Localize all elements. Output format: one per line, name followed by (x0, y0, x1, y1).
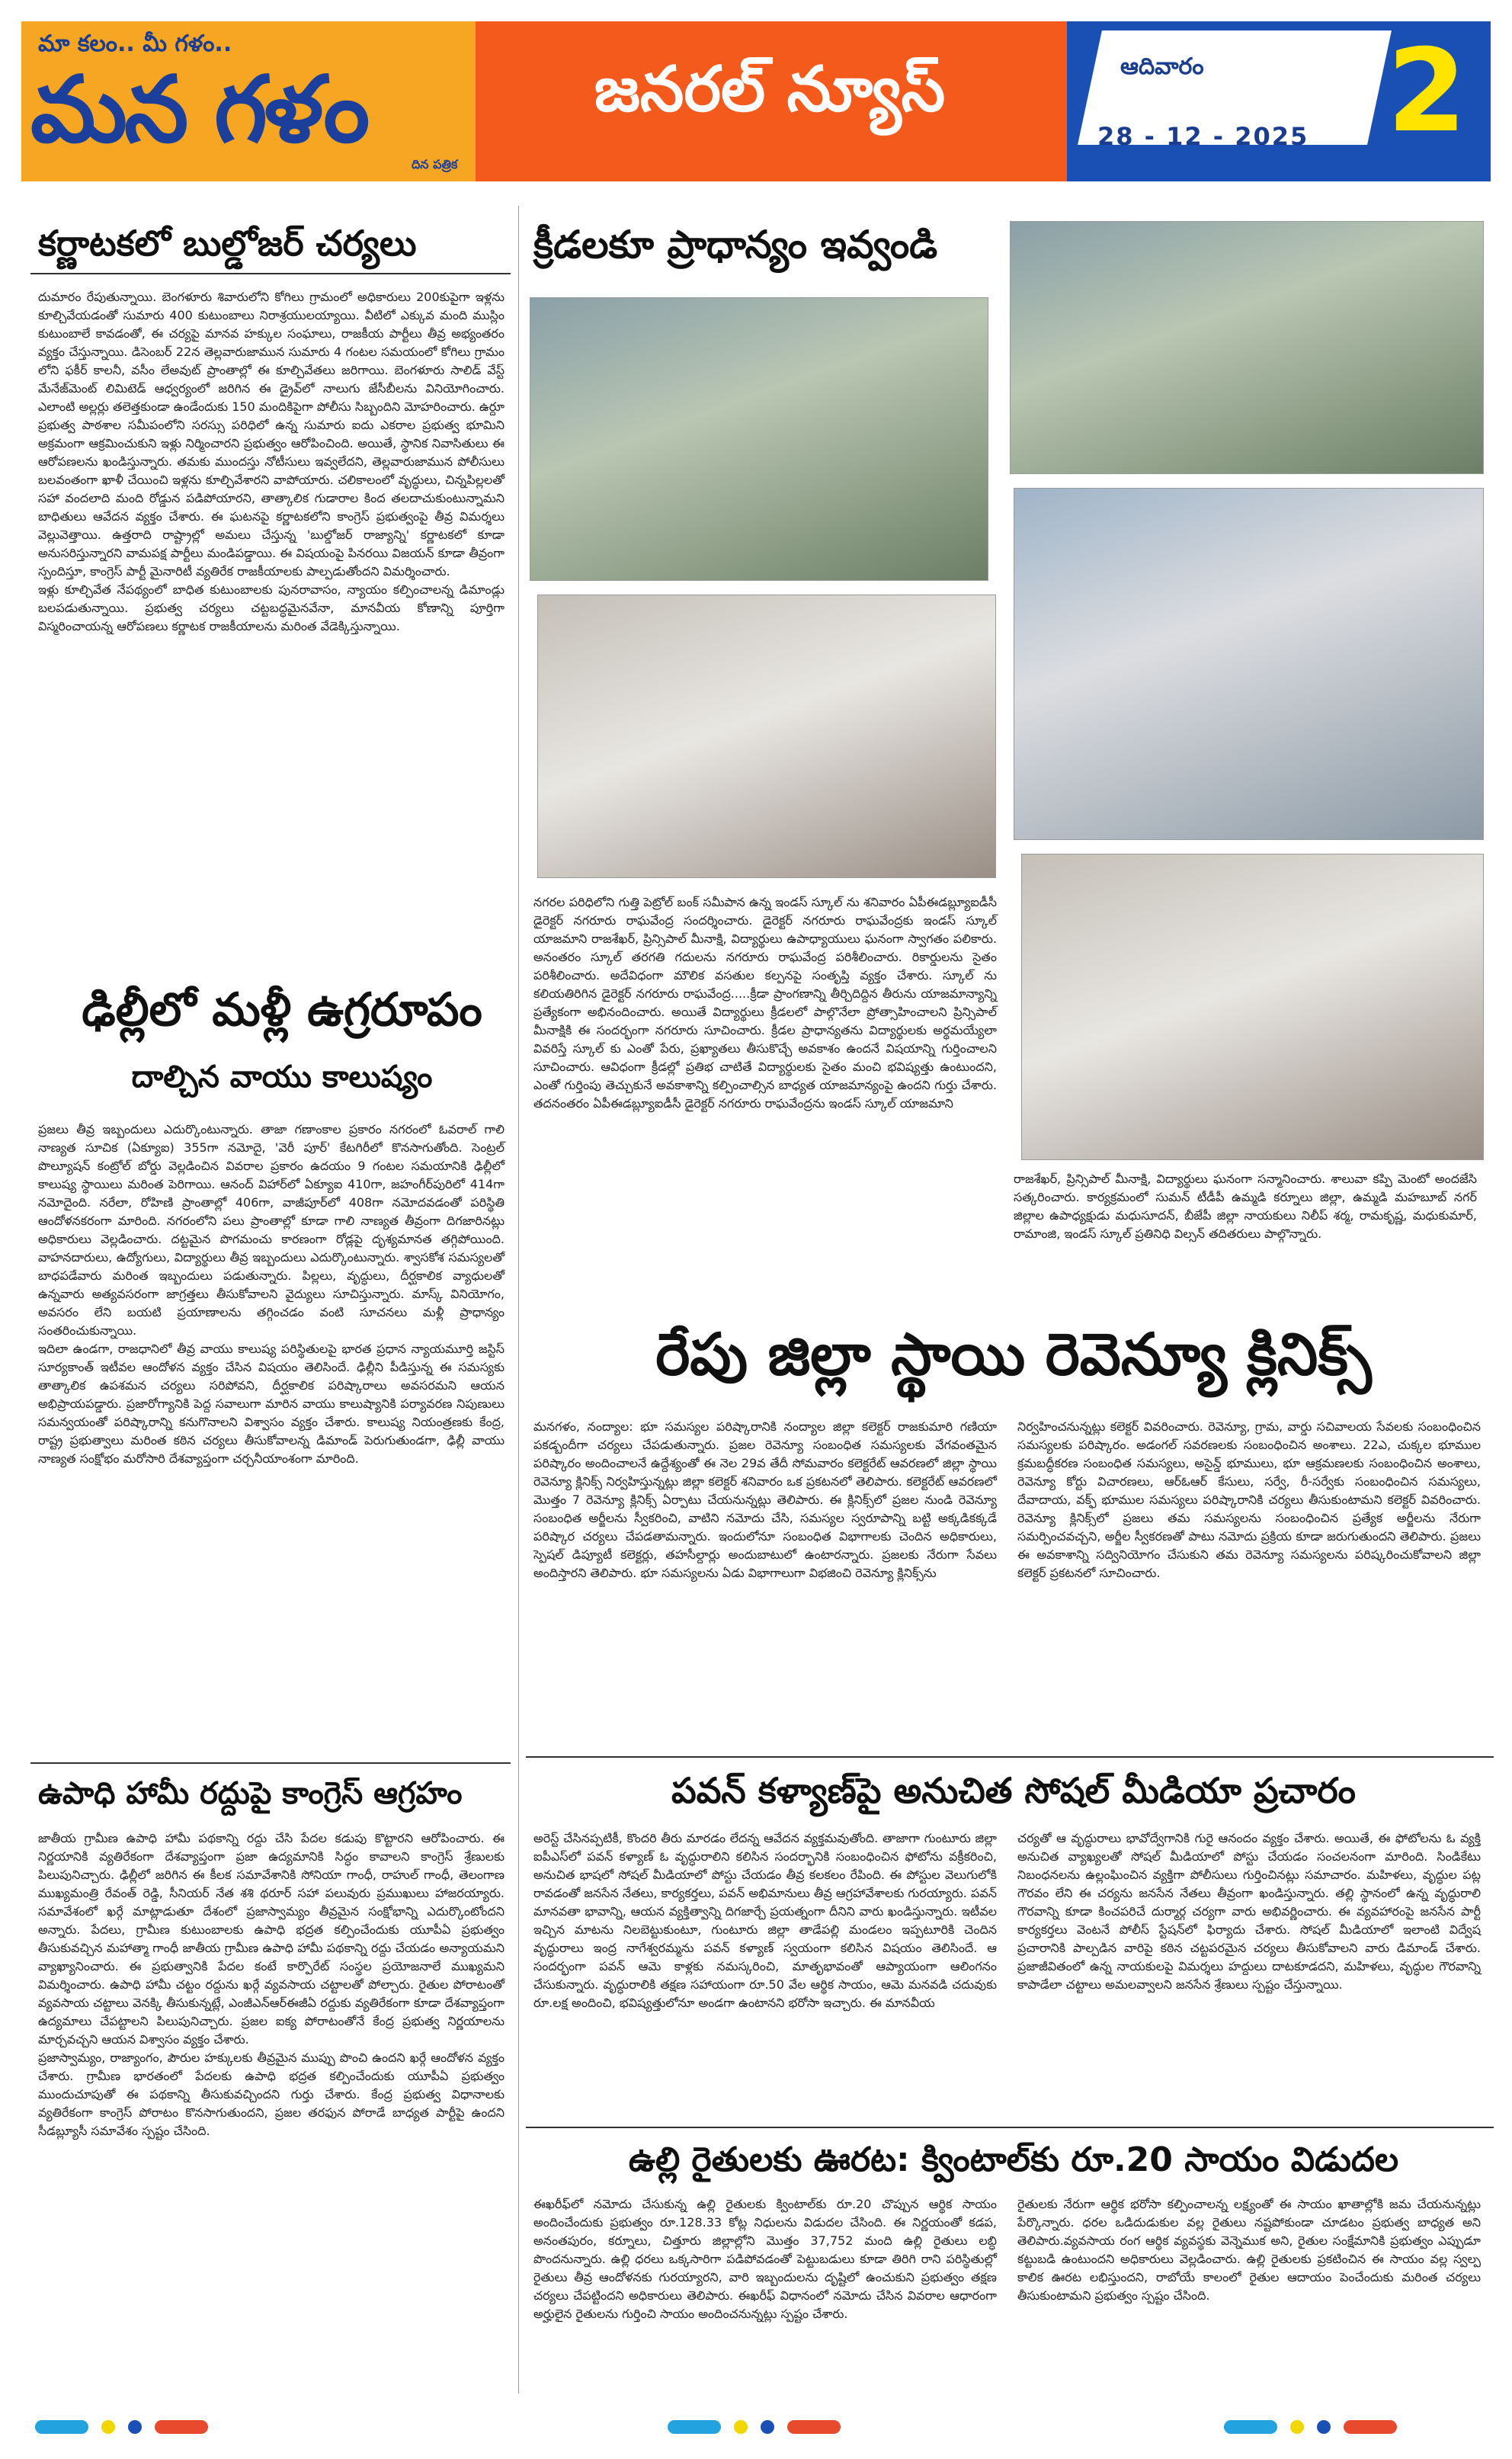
revenue-body-left: మనగళం, నంద్యాల: భూ సమస్యల పరిష్కారానికి నంద్యాల జిల్లా కలెక్టర్ రాజకుమారి గణియా పకడ్బందీగా చర్యలు చేపడుతున్నారు. ప్రజల రెవెన్యూ సంబంధిత సమస్యలకు వేగవంతమైన పరిష్కారం అందించాలనే ఉద్దేశ్యంతో ఈ నెల 29వ తేదీ సోమవారం కలెక్టరేట్ ఆవరణలో జిల్లా స్థాయి రెవెన్యూ క్లినిక్స్ నిర్వహిస్తున్నట్లు జిల్లా కలెక్టర్ శనివారం ఒక ప్రకటనలో తెలిపారు. కలెక్టరేట్ ఆవరణలో మొత్తం 7 రెవెన్యూ క్లినిక్స్ ఏర్పాటు చేయనున్నట్లు తెలిపారు. ఈ క్లినిక్స్‌లో ప్రజల నుండి రెవెన్యూ సంబంధిత అర్జీలను స్వీకరించి, వాటిని నమోదు చేసి, సమస్యల స్వరూపాన్ని బట్టి అక్కడికక్కడే పరిష్కార చర్యలు చేపడతామన్నారు. ఇందులోనూ సంబంధిత విభాగాలకు చెందిన అధికారులు, స్పెషల్ డిప్యూటీ కలెక్టర్లు, తహసీల్దార్లు అందుబాటులో ఉంటారన్నారు. ప్రజలకు నేరుగా సేవలు అందిస్తారని తెలిపారు. భూ సమస్యలను ఏడు విభాగాలుగా విభజించి రెవెన్యూ క్లినిక్స్‌ను (533, 1419, 997, 1580)
divider (526, 1756, 1494, 1758)
welcome-photo (1010, 221, 1484, 474)
divider (526, 2127, 1494, 2128)
sports-headline: క్రీడలకూ ప్రాధాన్యం ఇవ్వండి (533, 223, 938, 267)
footer-dot (1290, 2420, 1304, 2434)
delhi-headline: ఢిల్లీలో మళ్లీ ఉగ్రరూపం (82, 983, 482, 1037)
onion-body-right: రైతులకు నేరుగా ఆర్థిక భరోసా కల్పించాలన్న లక్ష్యంతో ఈ సాయం ఖాతాల్లోకి జమ చేయనున్నట్లు పేర్కొన్నారు. ధరల ఒడిదుడుకుల వల్ల రైతులు నష్టపోకుండా చూడటం ప్రభుత్వ బాధ్యత అని తెలిపారు.వ్యవసాయ రంగ ఆర్థిక వ్యవస్థకు వెన్నెముక అని, రైతుల సంక్షేమానికి ప్రభుత్వం ఎప్పుడూ కట్టుబడి ఉంటుందని అధికారులు వెల్లడించారు. ఉల్లి రైతులకు ప్రకటించిన ఈ సాయం వల్ల స్వల్ప కాలిక ఊరట లభిస్తుందని, రాబోయే కాలంలో రైతుల ఆదాయం పెంచేందుకు మరింత చర్యలు తీసుకుంటామని ప్రభుత్వం స్పష్టం చేసింది. (1017, 2197, 1481, 2303)
column-divider (518, 206, 519, 2393)
footer-pill (155, 2420, 208, 2434)
footer-pill (668, 2420, 721, 2434)
onion-headline: ఉల్లి రైతులకు ఊరట: క్వింటాల్‌కు రూ.20 సాయం విడుదల (628, 2140, 1399, 2179)
sports-body-right: రాజశేఖర్, ప్రిన్సిపాల్ మీనాక్షి, విద్యార్థులు ఘనంగా సన్మానించారు. శాలువా కప్పి మెంటో అందజేసి సత్కరించారు. కార్యక్రమంలో సుమన్ టీడీపీ ఉమ్మడి కర్నూలు జిల్లా, ఉమ్మడి మహబూబ్ నగర్ జిల్లాల ఉపాధ్యక్షుడు మధుసూదన్, బీజేపీ జిల్లా నాయకులు నిలీప్ శర్మ, రామకృష్ణ, మధుకుమార్, రామాంజి, ఇండస్ స్కూల్ ప్రతినిధి విల్సన్ తదితరులు పాల్గొన్నారు. (1014, 1172, 1477, 1241)
karnataka-body: దుమారం రేపుతున్నాయి. బెంగళూరు శివారులోని కోగిలు గ్రామంలో అధికారులు 200కుపైగా ఇళ్లను కూల్చివేయడంతో సుమారు 400 కుటుంబాలు నిరాశ్రయులయ్యాయి. వీటిలో ఎక్కువ మంది ముస్లిం కుటుంబాలే కావడంతో, ఈ చర్యపై మానవ హక్కుల సంఘాలు, రాజకీయ పార్టీలు తీవ్ర అభ్యంతరం వ్యక్తం చేస్తున్నాయి. డిసెంబర్ 22న తెల్లవారుజామున సుమారు 4 గంటల సమయంలో కోగిలు గ్రామం లోని ఫకీర్ కాలనీ, వసీం లేఅవుట్ ప్రాంతాల్లో ఈ కూల్చివేతలు జరిగాయి. బెంగళూరు సాలిడ్ వేస్ట్ మేనేజ్‌మెంట్ లిమిటెడ్ ఆధ్వర్యంలో జరిగిన ఈ డ్రైవ్‌లో నాలుగు జేసీబీలను వినియోగించారు. ఎలాంటి అల్లర్లు తలెత్తకుండా ఉండేందుకు 150 మందికిపైగా పోలీసు సిబ్బందిని మోహరించారు. ఉర్దూ ప్రభుత్వ పాఠశాల సమీపంలోని సరస్సు పరిధిలో ఉన్న సుమారు ఐదు ఎకరాల ప్రభుత్వ భూమిని అక్రమంగా ఆక్రమించుకుని ఇళ్లు నిర్మించారని ప్రభుత్వం ఆరోపించింది. అయితే, స్థానిక నివాసితులు ఈ ఆరోపణలను ఖండిస్తున్నారు. తమకు ముందస్తు నోటీసులు ఇవ్వలేదని, తెల్లవారుజామున పోలీసులు బలవంతంగా ఖాళీ చేయించి ఇళ్లను కూల్చివేశారని వాపోయారు. చలికాలంలో వృద్ధులు, చిన్నపిల్లలతో సహా వందలాది మంది రోడ్డున పడిపోయారని, తాత్కాలిక గుడారాల కింద తలదాచుకుంటున్నామని బాధితులు ఆవేదన వ్యక్తం చేశారు. ఈ ఘటనపై కర్ణాటకలోని కాంగ్రెస్ ప్రభుత్వంపై తీవ్ర విమర్శలు వెల్లువెత్తాయి. ఉత్తరాది రాష్ట్రాల్లో అమలు చేస్తున్న 'బుల్డోజర్ రాజ్యాన్ని' కర్ణాటకలో కూడా అనుసరిస్తున్నారని వామపక్ష పార్టీలు మండిపడ్డాయి. ఈ విషయంపై పినరయి విజయన్ కూడా తీవ్రంగా స్పందిస్తూ, కాంగ్రెస్ పార్టీ మైనారిటీ వ్యతిరేక రాజకీయాలకు పాల్పడుతోందని విమర్శించారు. ఇళ్లు కూల్చివేత నేపథ్యంలో బాధిత కుటుంబాలకు పునరావాసం, న్యాయం కల్పించాలన్న డిమాండ్లు బలపడుతున్నాయి. ప్రభుత్వ చర్యలు చట్టబద్ధమైనవేనా, మానవీయ కోణాన్ని పూర్తిగా విస్మరించాయన్న ఆరోపణలు కర్ణాటక రాజకీయాలను మరింత వేడెక్కిస్తున్నాయి. (38, 290, 505, 633)
upadhi-headline: ఉపాధి హామీ రద్దుపై కాంగ్రెస్ ఆగ్రహం (38, 1776, 463, 1811)
upadhi-body: జాతీయ గ్రామీణ ఉపాధి హామీ పథకాన్ని రద్దు చేసి పేదల కడుపు కొట్టారని ఆరోపించారు. ఈ నిర్ణయానికి వ్యతిరేకంగా దేశవ్యాప్తంగా ప్రజా ఉద్యమానికి సిద్ధం కావాలని కాంగ్రెస్ శ్రేణులకు పిలుపునిచ్చారు. ఢిల్లీలో జరిగిన ఈ కీలక సమావేశానికి సోనియా గాంధీ, రాహుల్ గాంధీ, తెలంగాణ ముఖ్యమంత్రి రేవంత్ రెడ్డి, సీనియర్ నేత శశి థరూర్ సహా పలువురు ప్రముఖులు హాజరయ్యారు. సమావేశంలో ఖర్గే మాట్లాడుతూ దేశంలో ప్రజాస్వామ్యం తీవ్రమైన సంక్షోభాన్ని ఎదుర్కొంటోందని అన్నారు. పేదలు, గ్రామీణ కుటుంబాలకు ఉపాధి భద్రత కల్పించేందుకు యూపీఏ ప్రభుత్వం తీసుకువచ్చిన మహాత్మా గాంధీ జాతీయ గ్రామీణ ఉపాధి హామీ పథకాన్ని రద్దు చేయడం అన్యాయమని వ్యాఖ్యానించారు. ఈ ప్రభుత్వానికి పేదల కంటే కార్పొరేట్ సంస్థల ప్రయోజనాలే ముఖ్యమని విమర్శించారు. ఉపాధి హామీ చట్టం రద్దును ఖర్గే వ్యవసాయ చట్టాలతో పోల్చారు. రైతుల పోరాటంతో వ్యవసాయ చట్టాలు వెనక్కి తీసుకున్నట్లే, ఎంజీఎన్ఆర్ఈజీఏ రద్దుకు వ్యతిరేకంగా కూడా దేశవ్యాప్తంగా ఉద్యమాలు చేపట్టాలని పిలుపునిచ్చారు. ప్రజల ఐక్య పోరాటంతోనే కేంద్ర ప్రభుత్వ నిర్ణయాలను మార్చవచ్చని ఆయన విశ్వాసం వ్యక్తం చేశారు. ప్రజాస్వామ్యం, రాజ్యాంగం, పౌరుల హక్కులకు తీవ్రమైన ముప్పు పొంచి ఉందని ఖర్గే ఆందోళన వ్యక్తం చేశారు. గ్రామీణ భారతంలో పేదలకు ఉపాధి భద్రత కల్పించేందుకు యూపీఏ ప్రభుత్వం ముందుచూపుతో ఈ పథకాన్ని తీసుకువచ్చిందని గుర్తు చేశారు. కేంద్ర ప్రభుత్వ విధానాలకు వ్యతిరేకంగా కాంగ్రెస్ పోరాటం కొనసాగుతుందని, ప్రజల తరఫున పోరాడే బాధ్యత పార్టీపై ఉందని సీడబ్ల్యూసీ సమావేశం స్పష్టం చేసింది. (38, 1831, 505, 2138)
footer-pill (1344, 2420, 1397, 2434)
band-photo (530, 297, 988, 581)
section-title: జనరల్ న్యూస్ (594, 53, 946, 126)
karnataka-headline: కర్ణాటకలో బుల్డోజర్ చర్యలు (38, 223, 417, 264)
divider (30, 1762, 511, 1764)
footer-dot (1317, 2420, 1331, 2434)
footer-dot (101, 2420, 115, 2434)
footer-pill (787, 2420, 841, 2434)
footer-pill (35, 2420, 88, 2434)
divider (30, 273, 511, 274)
footer-dot (734, 2420, 748, 2434)
masthead-logo-sub: దిన పత్రిక (412, 157, 458, 172)
footer-pill (1224, 2420, 1277, 2434)
guest-signing-photo (537, 595, 996, 878)
trophy-photo (1014, 488, 1484, 840)
delhi-subhead: దాల్చిన వాయు కాలుష్యం (131, 1060, 433, 1095)
pawan-body-left: అరెస్ట్ చేసినప్పటికీ, కొందరి తీరు మారడం లేదన్న ఆవేదన వ్యక్తమవుతోంది. తాజాగా గుంటూరు జిల్లా ఐపీఎస్‌లో పవన్ కళ్యాణ్ ఓ వృద్ధురాలిని కలిసిన సందర్భానికి సంబంధించిన ఫోటోను వక్రీకరించి, అనుచిత భాషలో సోషల్ మీడియాలో పోస్టు చేయడం తీవ్ర కలకలం రేపింది. ఈ పోస్టుల వెలుగులోకి రావడంతో జనసేన నేతలు, కార్యకర్తలు, పవన్ అభిమానులు తీవ్ర ఆగ్రహావేశాలకు గురయ్యారు. పవన్ మానవతా భావాన్ని, ఆయన వ్యక్తిత్వాన్ని దిగజార్చే ప్రయత్నంగా దీనిని వారు ఖండిస్తున్నారు. ఇటీవల ఇచ్చిన మాటను నిలబెట్టుకుంటూ, గుంటూరు జిల్లా తాడేపల్లి మండలం ఇప్పటూరికి చెందిన వృద్ధురాలు ఇంద్ర నాగేశ్వరమ్మను పవన్ కళ్యాణ్ స్వయంగా కలిసిన విషయం తెలిసిందే. ఆ సందర్భంగా పవన్ ఆమె కాళ్లకు నమస్కరించి, మాతృభావంతో ఆప్యాయంగా ఆలింగనం చేసుకున్నారు. వృద్ధురాలికి తక్షణ సహాయంగా రూ.50 వేల ఆర్థిక సాయం, ఆమె మనవడి చదువుకు రూ.లక్ష అందించి, భవిష్యత్తులోనూ అండగా ఉంటానని భరోసా ఇచ్చారు. ఈ మానవీయ (533, 1831, 997, 2010)
masthead-logo: మన గళం (30, 57, 367, 163)
sports-body-left: నగరల పరిధిలోని గుత్తి పెట్రోల్ బంక్ సమీపాన ఉన్న ఇండస్ స్కూల్ ను శనివారం ఏపీఈడబ్ల్యూఐడీసీ డైరెక్టర్ నగరూరు రాఘవేంద్ర సందర్శించారు. డైరెక్టర్ నగరూరు రాఘవేంద్రకు ఇండస్ స్కూల్ యాజమాని రాజశేఖర్, ప్రిన్సిపాల్ మీనాక్షి, విద్యార్థులు ఉపాధ్యాయులు ఘనంగా స్వాగతం పలికారు. అనంతరం స్కూల్ తరగతి గదులను నగరూరు రాఘవేంద్ర పరిశీలించారు. రికార్డులను సైతం పరిశీలించారు. అదేవిధంగా మౌలిక వసతుల కల్పనపై సంతృప్తి వ్యక్తం చేశారు. స్కూల్ ను కలియతిరిగిన డైరెక్టర్ నగరూరు రాఘవేంద్ర.....క్రీడా ప్రాంగణాన్ని తీర్చిదిద్దిన తీరును యాజమాన్యాన్ని ప్రత్యేకంగా అభినందించారు. అయితే విద్యార్థులు క్రీడలలో పాల్గొనేలా ప్రోత్సాహించాలని ప్రిన్సిపాల్ మీనాక్షికి ఈ సందర్భంగా నగరూరు సూచించారు. క్రీడల ప్రాధాన్యతను విద్యార్థులకు అర్థమయ్యేలా వివరిస్తే స్కూల్ కు ఎంతో పేరు, ప్రఖ్యాతలు తీసుకొచ్చే అవకాశం ఉందనే విషయాన్ని గుర్తించాలని సూచించారు. ఆవిధంగా క్రీడల్లో ప్రతిభ చాటితే విద్యార్థులకు సైతం మంచి భవిష్యత్తు ఉంటుందని, ఎంతో గుర్తింపు తెచ్చుకునే అవకాశాన్ని కల్పించాల్సిన బాధ్యత యాజమాన్యంపై ఉందని గుర్తు చేశారు. తదనంతరం ఏపీఈడబ్ల్యూఐడీసీ డైరెక్టర్ నగరూరు రాఘవేంద్రను ఇండస్ స్కూల్ యాజమాని (533, 895, 997, 1111)
onion-body-left: ఈఖరీఫ్‌లో నమోదు చేసుకున్న ఉల్లి రైతులకు క్వింటాల్‌కు రూ.20 చొప్పున ఆర్థిక సాయం అందించేందుకు ప్రభుత్వం రూ.128.33 కోట్ల నిధులను విడుదల చేసింది. ఈ నిర్ణయంతో కడప, అనంతపురం, కర్నూలు, చిత్తూరు జిల్లాల్లోని మొత్తం 37,752 మంది ఉల్లి రైతులు లబ్ధి పొందనున్నారు. ఉల్లి ధరలు ఒక్కసారిగా పడిపోవడంతో పెట్టుబడులు కూడా తిరిగి రాని పరిస్థితుల్లో రైతులు తీవ్ర ఆందోళనకు గురయ్యారని, వారి ఇబ్బందులను దృష్టిలో ఉంచుకుని ప్రభుత్వం తక్షణ చర్యలు చేపట్టిందని అధికారులు తెలిపారు. ఈఖరీఫ్ విధానంలో నమోదు చేసిన వివరాల ఆధారంగా అర్హులైన రైతులను గుర్తించి సాయం అందించనున్నట్లు స్పష్టం చేశారు. (533, 2197, 997, 2321)
felicitation-photo (1021, 854, 1484, 1160)
footer-dot (761, 2420, 774, 2434)
revenue-body-right: నిర్వహించనున్నట్లు కలెక్టర్ వివరించారు. రెవెన్యూ, గ్రామ, వార్డు సచివాలయ సేవలకు సంబంధించిన సమస్యలకు పరిష్కారం. అడంగల్ సవరణలకు సంబంధించిన అంశాలు. 22ఎ, చుక్కల భూముల క్రమబద్ధీకరణ సంబంధిత సమస్యలు, అసైన్డ్ భూములు, భూ ఆక్రమణలకు సంబంధించిన అంశాలు, రెవెన్యూ కోర్టు విచారణలు, ఆర్ఓఆర్ కేసులు, సర్వే, రీ-సర్వేకు సంబంధించిన సమస్యలు, దేవాదాయ, వక్ఫ్ భూముల సమస్యలు పరిష్కారానికి చర్యలు తీసుకుంటామని కలెక్టర్ వివరించారు. రెవెన్యూ క్లినిక్స్‌లో ప్రజలు తమ సమస్యలను సంబంధించిన ప్రత్యేక అర్జీలను నేరుగా సమర్పించవచ్చని, అర్జీల స్వీకరణతో పాటు నమోదు ప్రక్రియ కూడా జరుగుతుందని తెలిపారు. ప్రజలు ఈ అవకాశాన్ని సద్వినియోగం చేసుకుని తమ రెవెన్యూ సమస్యలను పరిష్కరించుకోవాలని జిల్లా కలెక్టర్ ప్రకటనలో సూచించారు. (1017, 1419, 1481, 1580)
footer-dot (128, 2420, 142, 2434)
footer-decoration-center (663, 2420, 845, 2437)
page-number: 2 (1387, 25, 1467, 158)
footer-decoration-right (1219, 2420, 1401, 2437)
masthead-tagline: మా కలం.. మీ గళం.. (38, 30, 232, 57)
footer-decoration-left (30, 2420, 213, 2437)
revenue-headline: రేపు జిల్లా స్థాయి రెవెన్యూ క్లినిక్స్ (655, 1320, 1372, 1388)
day-label: ఆదివారం (1120, 53, 1204, 80)
pawan-headline: పవన్ కళ్యాణ్‌పై అనుచిత సోషల్ మీడియా ప్రచారం (671, 1770, 1356, 1811)
pawan-body-right: చర్యతో ఆ వృద్ధురాలు భావోద్వేగానికి గురై ఆనందం వ్యక్తం చేశారు. అయితే, ఈ ఫోటోలను ఓ వ్యక్తి అనుచిత వ్యాఖ్యలతో సోషల్ మీడియాలో పోస్టు చేయడం సంచలనంగా మారింది. సిండికేటు నిబంధనలను ఉల్లంఘించిన వ్యక్తిగా పోలీసులు గుర్తించినట్లు సమాచారం. మహిళలు, వృద్ధుల పట్ల గౌరవం లేని ఈ చర్యను జనసేన నేతలు తీవ్రంగా ఖండిస్తున్నారు. తల్లి స్థానంలో ఉన్న వృద్ధురాలి గౌరవాన్ని కూడా కించపరిచే దుర్మార్గ చర్యగా వారు అభివర్ణించారు. ఈ వ్యవహారంపై జనసేన పార్టీ కార్యకర్తలు వెంటనే పోలీస్ స్టేషన్‌లో ఫిర్యాదు చేశారు. సోషల్ మీడియాలో ఇలాంటి విద్వేష ప్రచారానికి పాల్పడిన వారిపై కఠిన చట్టపరమైన చర్యలు తీసుకోవాలని వారు డిమాండ్ చేశారు. ప్రజాజీవితంలో ఉన్న నాయకులపై విమర్శలు హద్దులు దాటకూడదని, మహిళలు, వృద్ధుల గౌరవాన్ని కాపాడేలా చట్టాలు అమలవ్వాలని జనసేన శ్రేణులు స్పష్టం చేస్తున్నాయి. (1017, 1831, 1481, 1992)
date-label: 28 - 12 - 2025 (1097, 122, 1309, 151)
delhi-body: ప్రజలు తీవ్ర ఇబ్బందులు ఎదుర్కొంటున్నారు. తాజా గణాంకాల ప్రకారం నగరంలో ఓవరాల్ గాలి నాణ్యత సూచిక (ఏక్యూఐ) 355గా నమోదై, 'వెరీ పూర్' కేటగిరీలో కొనసాగుతోంది. సెంట్రల్ పొల్యూషన్ కంట్రోల్ బోర్డు వెల్లడించిన వివరాల ప్రకారం ఉదయం 9 గంటల సమయానికి ఢిల్లీలో కాలుష్య స్థాయిలు మరింత పెరిగాయి. ఆనంద్ విహార్‌లో ఏక్యూఐ 410గా, జహంగీర్‌పురిలో 414గా నమోదైంది. నరేలా, రోహిణి ప్రాంతాల్లో 406గా, వాజీపూర్‌లో 408గా నమోదవడంతో పరిస్థితి ఆందోళనకరంగా మారింది. నగరంలోని పలు ప్రాంతాల్లో కూడా గాలి నాణ్యత తీవ్రంగా దిగజారినట్లు అధికారులు వెల్లడించారు. దట్టమైన పొగమంచు కారణంగా రోడ్లపై దృశ్యమానత తగ్గిపోయింది. వాహనదారులు, ఉద్యోగులు, విద్యార్థులు తీవ్ర ఇబ్బందులు ఎదుర్కొంటున్నారు. శ్వాసకోశ సమస్యలతో బాధపడేవారు మరింత ఇబ్బందులు పడుతున్నారు. పిల్లలు, వృద్ధులు, దీర్ఘకాలిక వ్యాధులతో ఉన్నవారు అత్యవసరంగా జాగ్రత్తలు తీసుకోవాలని వైద్యులు సూచిస్తున్నారు. మాస్క్ వినియోగం, అవసరం లేని బయటి ప్రయాణాలను తగ్గించడం వంటి సూచనలు మళ్లీ ప్రాధాన్యం సంతరించుకున్నాయి. ఇదిలా ఉండగా, రాజధానిలో తీవ్ర వాయు కాలుష్య పరిస్థితులపై భారత ప్రధాన న్యాయమూర్తి జస్టిస్ సూర్యకాంత్ ఇటీవల ఆందోళన వ్యక్తం చేసిన విషయం తెలిసిందే. ఢిల్లీని పీడిస్తున్న ఈ సమస్యకు తాత్కాలిక ఉపశమన చర్యలు సరిపోవని, దీర్ఘకాలిక పరిష్కారాలు అవసరమని ఆయన అభిప్రాయపడ్డారు. ప్రజారోగ్యానికి పెద్ద సవాలుగా మారిన వాయు కాలుష్యానికి పర్యావరణ నిపుణులు సమన్వయంతో పరిష్కారాన్ని కనుగొనాలని విశ్వాసం వ్యక్తం చేశారు. కాలుష్య నియంత్రణకు కేంద్ర, రాష్ట్ర ప్రభుత్వాలు మరింత కఠిన చర్యలు తీసుకోవాలన్న డిమాండ్ పెరుగుతుండగా, ఢిల్లీ వాయు నాణ్యత సంక్షోభం మరోసారి దేశవ్యాప్తంగా చర్చనీయాంశంగా మారింది. (38, 1122, 505, 1466)
